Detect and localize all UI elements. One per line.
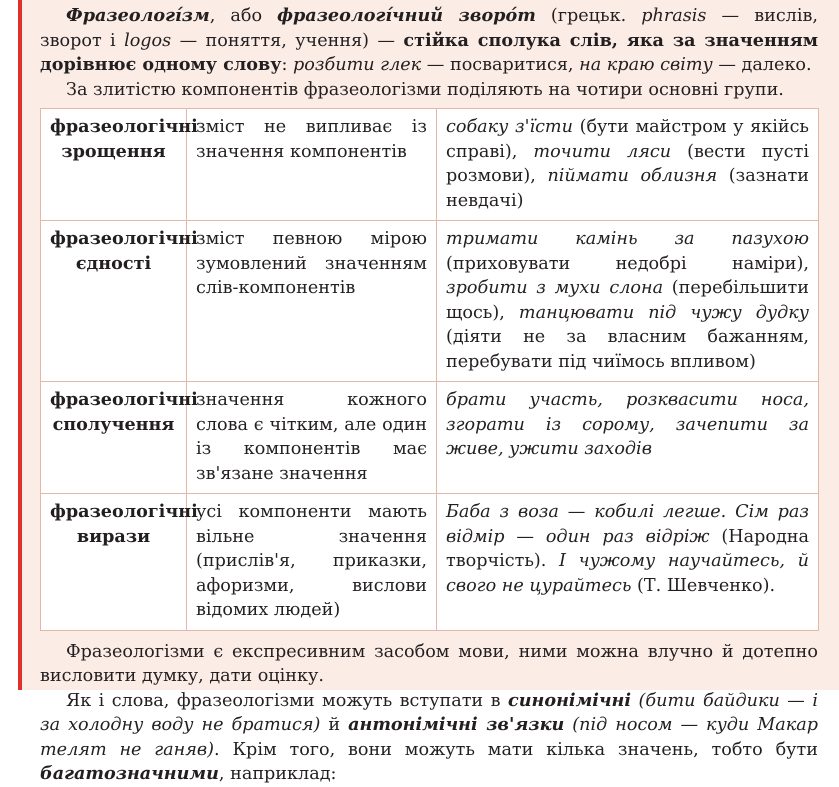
group-type-cell: фразеологічні вирази [41, 494, 187, 631]
example-segment: (приховувати недобрі наміри), [446, 253, 809, 274]
example-segment: піймати облизня [547, 166, 718, 186]
example-segment: тримати камінь за пазухою [446, 229, 809, 249]
group-examples-cell [437, 494, 819, 631]
relations-paragraph: Як і слова, фразеологізми можуть вступати в синонімічні (бити байдики — і за холодну воду не братися) й антонімічні зв'язки (під носом — куди Макар телят не ганяв). Крім того, вони можуть мати кілька значень, тобто бути багатозначними, наприклад: [40, 689, 819, 784]
group-description-cell: значення кожного слова є чітким, але один із компонентів має зв'язане значення [187, 382, 437, 494]
example-segment: (Народна творчість). [446, 526, 809, 571]
example-segment: (бути майстром у якійсь справі), [446, 117, 810, 162]
group-description-cell: усі компоненти мають вільне значення (прислів'я, приказки, афоризми, вислови відомих людей) [187, 494, 437, 631]
table-row [41, 382, 819, 494]
table-row [41, 109, 819, 221]
groups-sentence: За злитістю компонентів фразеологізми поділяють на чотири основні групи. [66, 79, 784, 100]
group-examples-cell [437, 221, 819, 382]
definition-paragraph: Фразеологі́зм, або фразеологі́чний зворо́т (грецьк. phrasis — вислів, зворот і logos — поняття, учення) — стійка сполука слів, яка за значенням дорівнює одному слову: розбити глек — посваритися, на краю світу — далеко. [40, 5, 818, 75]
term-phraseological-turn: фразеологі́чний зворо́т [277, 5, 536, 26]
example-segment: І чужому научайтесь, й свого не цурайтесь [446, 551, 810, 596]
term-phraseologism: Фразеологі́зм [66, 5, 210, 26]
example-segment: (вести пусті розмови), [446, 141, 809, 186]
example-segment: (перебільшити щось), [446, 278, 809, 323]
example-segment: брати участь, розквасити носа, згорати із сорому, зачепити за живе, ужити заходів [446, 390, 809, 459]
definition-text: стійка сполука слів, яка за значенням дорівнює одному слову [40, 29, 818, 75]
example-segment: (діяти не за власним бажанням, перебувати під чиїмось впливом) [446, 327, 809, 372]
example-segment: (зазнати невдачі) [446, 166, 809, 211]
example-segment: зробити з мухи слона [446, 278, 664, 298]
example-segment: Баба з воза — кобилі легше. Сім раз відмір — один раз відріж [446, 502, 809, 547]
page-content [40, 4, 818, 787]
term-polysemous: багатозначними [40, 763, 219, 784]
phraseology-groups-table [40, 108, 819, 631]
term-synonymous: синонімічні [508, 689, 632, 711]
example-segment: (Т. Шевченко). [631, 575, 776, 596]
expressive-paragraph: Фразеологізми є експресивним засобом мови, ними можна влучно й дотепно висловити думку, дати оцінку. [40, 641, 818, 686]
group-examples-cell [437, 109, 819, 221]
group-type-cell: фразеологічні сполучення [41, 382, 187, 494]
table-row [41, 221, 819, 382]
group-type-cell: фразеологічні зрощення [41, 109, 187, 221]
term-antonymous: антонімічні зв'язки [348, 714, 565, 735]
group-description-cell: зміст певною мірою зумовлений значенням слів-компонентів [187, 221, 437, 382]
example-segment: собаку з'їсти [446, 117, 573, 137]
example-segment: танцювати під чужу дудку [518, 302, 809, 323]
group-examples-cell [437, 382, 819, 494]
group-type-cell: фразеологічні єдності [41, 221, 187, 382]
red-margin-bar [18, 0, 22, 690]
group-description-cell: зміст не випливає із значення компонентів [187, 109, 437, 221]
table-row [41, 494, 819, 631]
example-segment: точити ляси [533, 141, 672, 162]
